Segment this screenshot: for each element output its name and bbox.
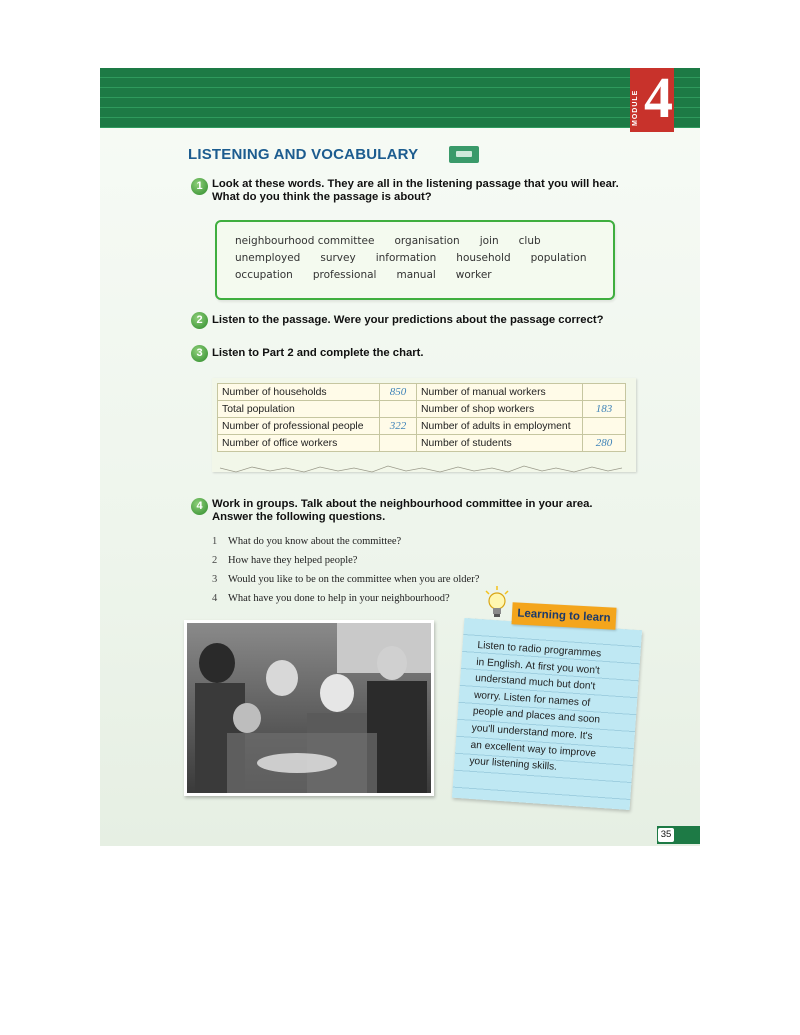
task-3-text: Listen to Part 2 and complete the chart. bbox=[212, 347, 424, 359]
chart-label: Number of households bbox=[218, 384, 380, 401]
task-1-line-2: What do you think the passage is about? bbox=[212, 191, 432, 203]
learn-line: in English. At first you won't bbox=[475, 656, 601, 677]
chart-value bbox=[583, 384, 626, 401]
task-number-badge: 2 bbox=[191, 312, 208, 329]
chart-label: Number of professional people bbox=[218, 418, 380, 435]
module-tab bbox=[630, 65, 674, 132]
module-banner-end bbox=[672, 68, 700, 128]
list-item bbox=[212, 536, 479, 555]
vocabulary-box bbox=[215, 220, 615, 300]
vocab-word: manual bbox=[396, 269, 436, 281]
question-text: What have you done to help in your neighbourhood? bbox=[228, 593, 450, 604]
task-2-text: Listen to the passage. Were your predictions about the passage correct? bbox=[212, 314, 604, 326]
question-number: 2 bbox=[212, 555, 218, 566]
module-number: 4 bbox=[644, 65, 673, 130]
chart-value bbox=[583, 418, 626, 435]
table-row bbox=[218, 435, 626, 452]
cassette-tape-icon bbox=[449, 146, 479, 163]
chart-table bbox=[217, 383, 626, 452]
vocab-word: professional bbox=[312, 269, 377, 281]
group-photo-illustration bbox=[187, 623, 431, 793]
vocab-word: occupation bbox=[235, 269, 293, 281]
task-4-text bbox=[212, 498, 593, 524]
question-number: 1 bbox=[212, 536, 218, 547]
lightbulb-icon bbox=[484, 586, 510, 620]
task-number-badge: 4 bbox=[191, 498, 208, 515]
task-number-badge: 3 bbox=[191, 345, 208, 362]
question-text: What do you know about the committee? bbox=[228, 536, 402, 547]
question-text: Would you like to be on the committee when you are older? bbox=[228, 574, 480, 585]
learn-line: your listening skills. bbox=[468, 755, 558, 773]
page-number-bar bbox=[657, 826, 700, 844]
chart-label: Number of shop workers bbox=[417, 401, 583, 418]
group-photo bbox=[184, 620, 434, 796]
chart-value: 322 bbox=[380, 418, 417, 435]
chart-label: Total population bbox=[218, 401, 380, 418]
learn-line: Listen to radio programmes bbox=[477, 639, 602, 660]
population-chart bbox=[212, 378, 636, 472]
module-word: MODULE bbox=[632, 89, 639, 126]
learning-to-learn-text bbox=[469, 638, 628, 781]
section-title: LISTENING AND VOCABULARY bbox=[188, 146, 419, 163]
task-1-line-1: Look at these words. They are all in the listening passage that you will hear. bbox=[212, 178, 619, 190]
vocab-word: organisation bbox=[394, 235, 460, 247]
vocab-word: worker bbox=[455, 269, 492, 281]
vocab-word: join bbox=[479, 235, 499, 247]
table-row bbox=[218, 384, 626, 401]
chart-label: Number of manual workers bbox=[417, 384, 583, 401]
chart-value bbox=[380, 435, 417, 452]
chart-value: 183 bbox=[583, 401, 626, 418]
task-4-line-2: Answer the following questions. bbox=[212, 511, 386, 523]
learn-line: an excellent way to improve bbox=[470, 739, 597, 760]
vocab-word: information bbox=[375, 252, 437, 264]
page-number: 35 bbox=[657, 827, 675, 843]
task-1-text bbox=[212, 178, 619, 204]
question-number: 3 bbox=[212, 574, 218, 585]
task-number-badge: 1 bbox=[191, 178, 208, 195]
learn-line: people and places and soon bbox=[472, 706, 601, 727]
chart-value: 280 bbox=[583, 435, 626, 452]
chart-value bbox=[380, 401, 417, 418]
chart-label: Number of adults in employment bbox=[417, 418, 583, 435]
chart-label: Number of students bbox=[417, 435, 583, 452]
list-item bbox=[212, 593, 479, 612]
vocab-word: population bbox=[530, 252, 587, 264]
list-item bbox=[212, 555, 479, 574]
learning-to-learn-label: Learning to learn bbox=[511, 602, 616, 629]
task-4-line-1: Work in groups. Talk about the neighbourhood committee in your area. bbox=[212, 498, 593, 510]
chart-value: 850 bbox=[380, 384, 417, 401]
learn-line: you'll understand more. It's bbox=[471, 722, 593, 743]
vocab-row-1 bbox=[235, 235, 561, 247]
vocab-word: unemployed bbox=[235, 252, 301, 264]
vocab-row-3 bbox=[235, 269, 512, 281]
table-row bbox=[218, 401, 626, 418]
question-number: 4 bbox=[212, 593, 218, 604]
vocab-word: household bbox=[456, 252, 511, 264]
vocab-word: club bbox=[518, 235, 541, 247]
learn-line: understand much but don't bbox=[474, 673, 596, 693]
vocab-word: survey bbox=[320, 252, 356, 264]
vocab-row-2 bbox=[235, 252, 607, 264]
question-text: How have they helped people? bbox=[228, 555, 358, 566]
module-banner bbox=[100, 68, 630, 128]
table-row bbox=[218, 418, 626, 435]
chart-label: Number of office workers bbox=[218, 435, 380, 452]
question-list bbox=[212, 536, 479, 612]
list-item bbox=[212, 574, 479, 593]
torn-paper-edge bbox=[212, 462, 636, 478]
learn-line: worry. Listen for names of bbox=[473, 689, 591, 709]
vocab-word: neighbourhood committee bbox=[235, 235, 375, 247]
